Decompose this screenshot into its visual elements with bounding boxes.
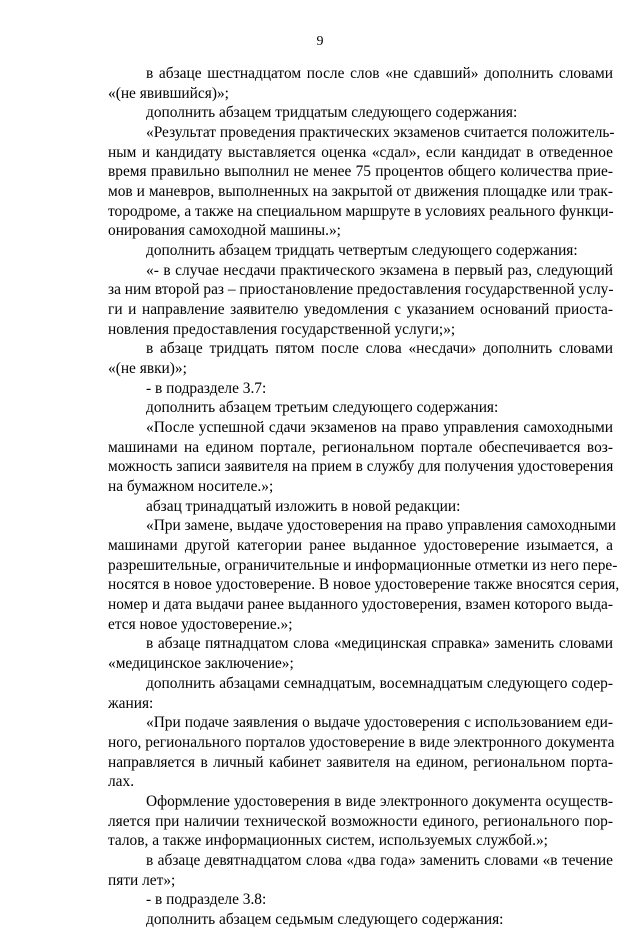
text-line: ного, регионального порталов удостоверение в виде электронного документа — [108, 733, 615, 751]
text-line: на бумажном носителе.»; — [108, 478, 274, 496]
text-line: ги и направление заявителю уведомления с указанием оснований приоста- — [108, 301, 613, 319]
text-line: «При замене, выдаче удостоверения на право управления самоходными — [146, 517, 616, 535]
text-line: можность записи заявителя на прием в службу для получения удостоверения — [108, 458, 614, 476]
text-line: время правильно выполнил не менее 75 процентов общего количества прие- — [108, 163, 613, 181]
text-line: в абзаце девятнадцатом слова «два года» заменить словами «в течение — [146, 851, 613, 869]
text-line: дополнить абзацами семнадцатым, восемнадцатым следующего содер- — [146, 674, 613, 692]
text-line: пяти лет»; — [108, 871, 176, 889]
text-line: дополнить абзацем третьим следующего содержания: — [146, 399, 499, 417]
text-line: ляется при наличии технической возможности единого, регионального пор- — [108, 812, 613, 830]
text-line: в абзаце шестнадцатом после слов «не сдавший» дополнить словами — [146, 65, 613, 82]
text-line: дополнить абзацем тридцать четвертым следующего содержания: — [146, 242, 578, 260]
text-line: новления предоставления государственной услуги;»; — [108, 320, 456, 338]
text-line: лах. — [108, 773, 135, 791]
page-number: 9 — [316, 34, 324, 49]
text-line: - в подразделе 3.8: — [146, 891, 267, 909]
text-line: талов, а также информационных систем, используемых службой.»; — [108, 832, 548, 850]
text-line: номер и дата выдачи ранее выданного удостоверения, взамен которого выда- — [108, 596, 613, 614]
text-line: онирования самоходной машины.»; — [108, 222, 341, 240]
text-line: дополнить абзацем тридцатым следующего содержания: — [146, 104, 518, 122]
document-body — [108, 64, 620, 930]
text-line: «Результат проведения практических экзаменов считается положитель- — [146, 124, 615, 142]
text-line: тородроме, а также на специальном маршруте в условиях реального функци- — [108, 202, 614, 220]
text-line: мов и маневров, выполненных на закрытой от движения площадке или трак- — [108, 183, 613, 201]
text-line: «медицинское заключение»; — [108, 655, 294, 673]
text-line: - в подразделе 3.7: — [146, 379, 267, 397]
text-line: за ним второй раз – приостановление предоставления государственной услу- — [108, 281, 614, 299]
text-line: «После успешной сдачи экзаменов на право управления самоходными — [146, 419, 613, 437]
text-line: Оформление удостоверения в виде электронного документа осуществ- — [146, 792, 613, 810]
text-line: дополнить абзацем седьмым следующего содержания: — [146, 910, 504, 928]
text-line: разрешительные, ограничительные и информационные отметки из него пере- — [108, 556, 618, 574]
text-line: «- в случае несдачи практического экзамена в первый раз, следующий — [146, 261, 613, 279]
text-line: абзац тринадцатый изложить в новой редакции: — [146, 497, 461, 515]
text-line: в абзаце пятнадцатом слова «медицинская справка» заменить словами — [146, 635, 613, 653]
text-line: «(не явки)»; — [108, 360, 187, 378]
text-line: машинами на едином портале, региональном портале обеспечивается воз- — [108, 438, 613, 456]
text-line: жания: — [108, 694, 154, 712]
text-line: «При подаче заявления о выдаче удостоверения с использованием еди- — [146, 714, 613, 732]
text-line: направляется в личный кабинет заявителя на едином, региональном порта- — [108, 753, 613, 771]
text-line: «(не явившийся)»; — [108, 84, 229, 102]
text-line: машинами другой категории ранее выданное удостоверение изымается, а — [108, 537, 613, 555]
text-line: ется новое удостоверение.»; — [108, 615, 293, 633]
text-line: носятся в новое удостоверение. В новое удостоверение также вносятся серия, — [108, 576, 620, 594]
text-line: в абзаце тридцать пятом после слова «несдачи» дополнить словами — [146, 340, 613, 358]
text-line: ным и кандидату выставляется оценка «сдал», если кандидат в отведенное — [108, 143, 613, 161]
